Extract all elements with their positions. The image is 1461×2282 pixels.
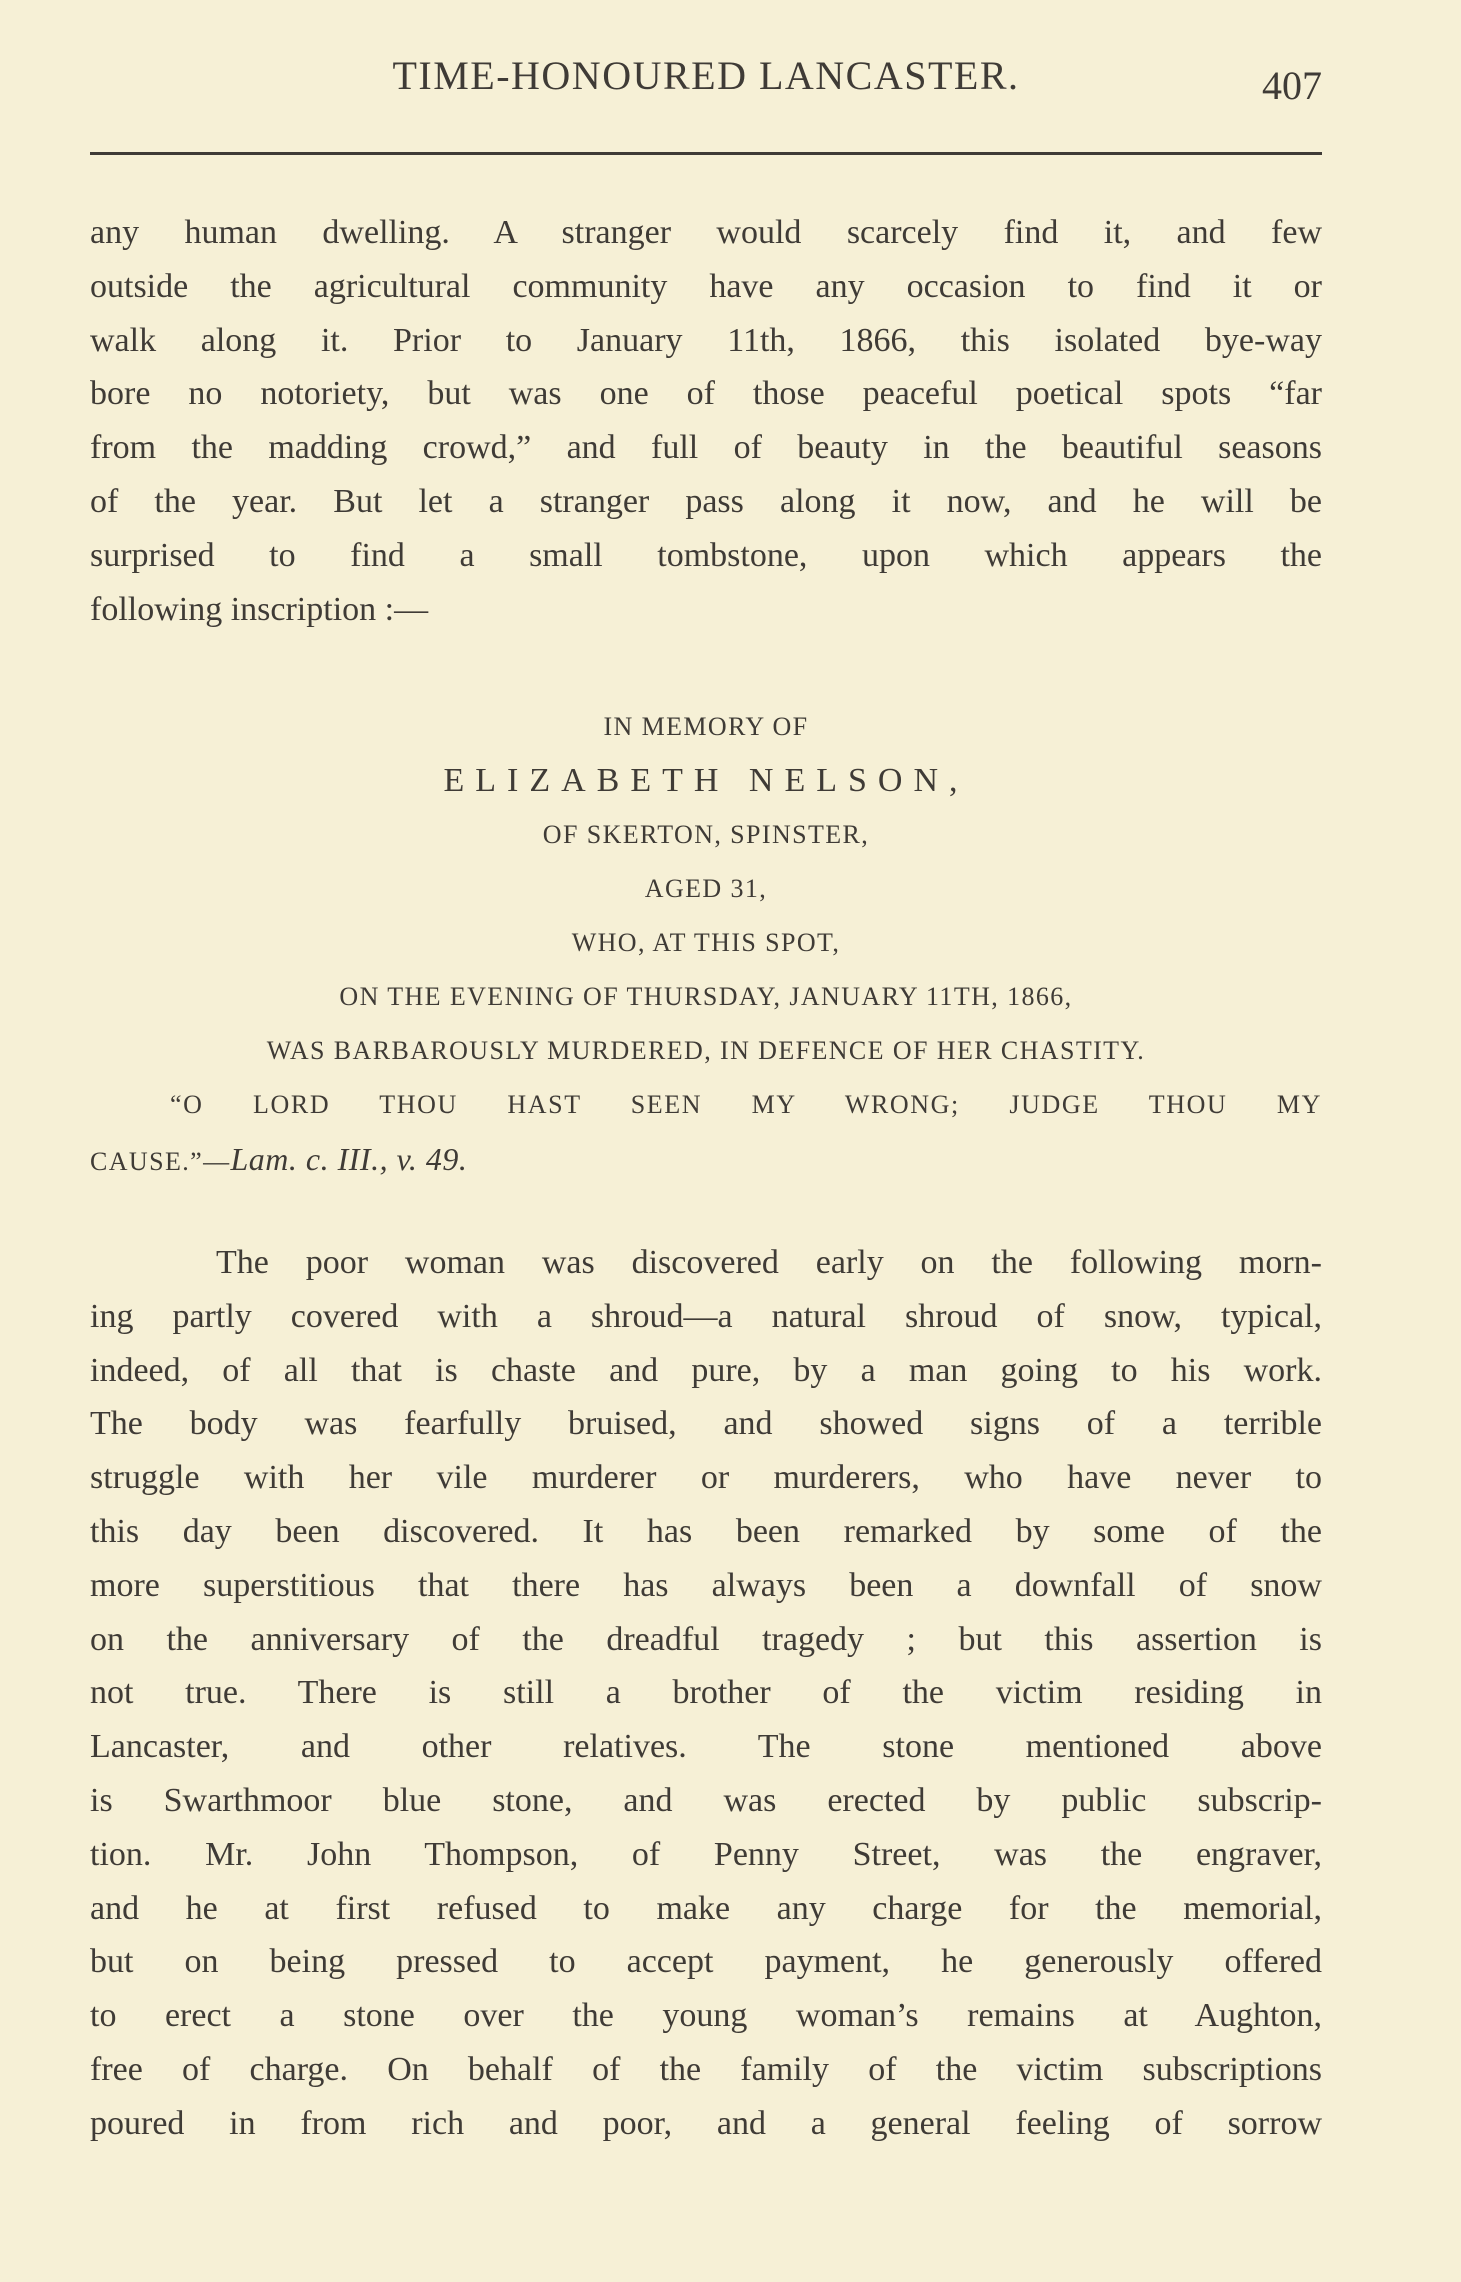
text-line: walk along it. Prior to January 11th, 1866, this isolated bye-way xyxy=(90,321,1322,359)
text-line: surprised to find a small tombstone, upon which appears the xyxy=(90,536,1322,574)
quote-end: CAUSE.”— xyxy=(90,1147,231,1176)
text-line: Lancaster, and other relatives. The stone mentioned above xyxy=(90,1728,1322,1766)
text-line: free of charge. On behalf of the family of the victim subscriptions xyxy=(90,2050,1322,2088)
running-title: TIME-HONOURED LANCASTER. xyxy=(392,53,1020,98)
text-line: but on being pressed to accept payment, he generously offered xyxy=(90,1943,1322,1981)
scripture-reference: Lam. c. III., v. 49. xyxy=(230,1141,468,1177)
inscription-line: WHO, AT THIS SPOT, xyxy=(571,928,841,957)
page-number: 407 xyxy=(1262,63,1322,108)
text-line: The poor woman was discovered early on the following morn- xyxy=(216,1244,1322,1281)
inscription-line: OF SKERTON, SPINSTER, xyxy=(542,820,870,849)
text-line: ing partly covered with a shroud—a natural shroud of snow, typical, xyxy=(90,1297,1322,1335)
tombstone-inscription xyxy=(90,700,1322,1186)
inscription-line: WAS BARBAROUSLY MURDERED, IN DEFENCE OF HER CHASTITY. xyxy=(266,1036,1146,1065)
text-line: outside the agricultural community have any occasion to find it or xyxy=(90,267,1322,305)
inscription-line: AGED 31, xyxy=(644,874,768,903)
header-rule xyxy=(90,152,1322,155)
text-line: any human dwelling. A stranger would scarcely find it, and few xyxy=(90,214,1322,251)
text-line: poured in from rich and poor, and a general feeling of sorrow xyxy=(90,2104,1322,2142)
text-line: more superstitious that there has always been a downfall of snow xyxy=(90,1566,1322,1604)
paragraph-2 xyxy=(90,1236,1322,2151)
text-line: is Swarthmoor blue stone, and was erected by public subscrip- xyxy=(90,1781,1322,1819)
inscription-line: IN MEMORY OF xyxy=(603,712,809,741)
inscription-line: ON THE EVENING OF THURSDAY, JANUARY 11TH, 1866, xyxy=(339,982,1073,1011)
paragraph-1 xyxy=(90,206,1322,636)
inscription-name: ELIZABETH NELSON, xyxy=(443,762,969,799)
text-line: struggle with her vile murderer or murderers, who have never to xyxy=(90,1459,1322,1497)
text-line: from the madding crowd,” and full of beauty in the beautiful seasons xyxy=(90,429,1322,467)
text-line: The body was fearfully bruised, and showed signs of a terrible xyxy=(90,1405,1322,1443)
text-line: indeed, of all that is chaste and pure, by a man going to his work. xyxy=(90,1351,1322,1389)
text-line: on the anniversary of the dreadful tragedy ; but this assertion is xyxy=(90,1620,1322,1658)
running-header xyxy=(90,48,1322,108)
text-line: this day been discovered. It has been remarked by some of the xyxy=(90,1512,1322,1550)
text-line: following inscription :— xyxy=(90,590,429,628)
inscription-citation xyxy=(90,1132,1322,1186)
text-line: tion. Mr. John Thompson, of Penny Street, was the engraver, xyxy=(90,1835,1322,1873)
text-line: of the year. But let a stranger pass along it now, and he will be xyxy=(90,482,1322,520)
inscription-quote: “O LORD THOU HAST SEEN MY WRONG; JUDGE THOU MY xyxy=(170,1090,1322,1119)
text-line: and he at first refused to make any charge for the memorial, xyxy=(90,1889,1322,1927)
text-line: not true. There is still a brother of the victim residing in xyxy=(90,1674,1322,1712)
text-line: to erect a stone over the young woman’s remains at Aughton, xyxy=(90,1997,1322,2035)
text-line: bore no notoriety, but was one of those peaceful poetical spots “far xyxy=(90,375,1322,413)
